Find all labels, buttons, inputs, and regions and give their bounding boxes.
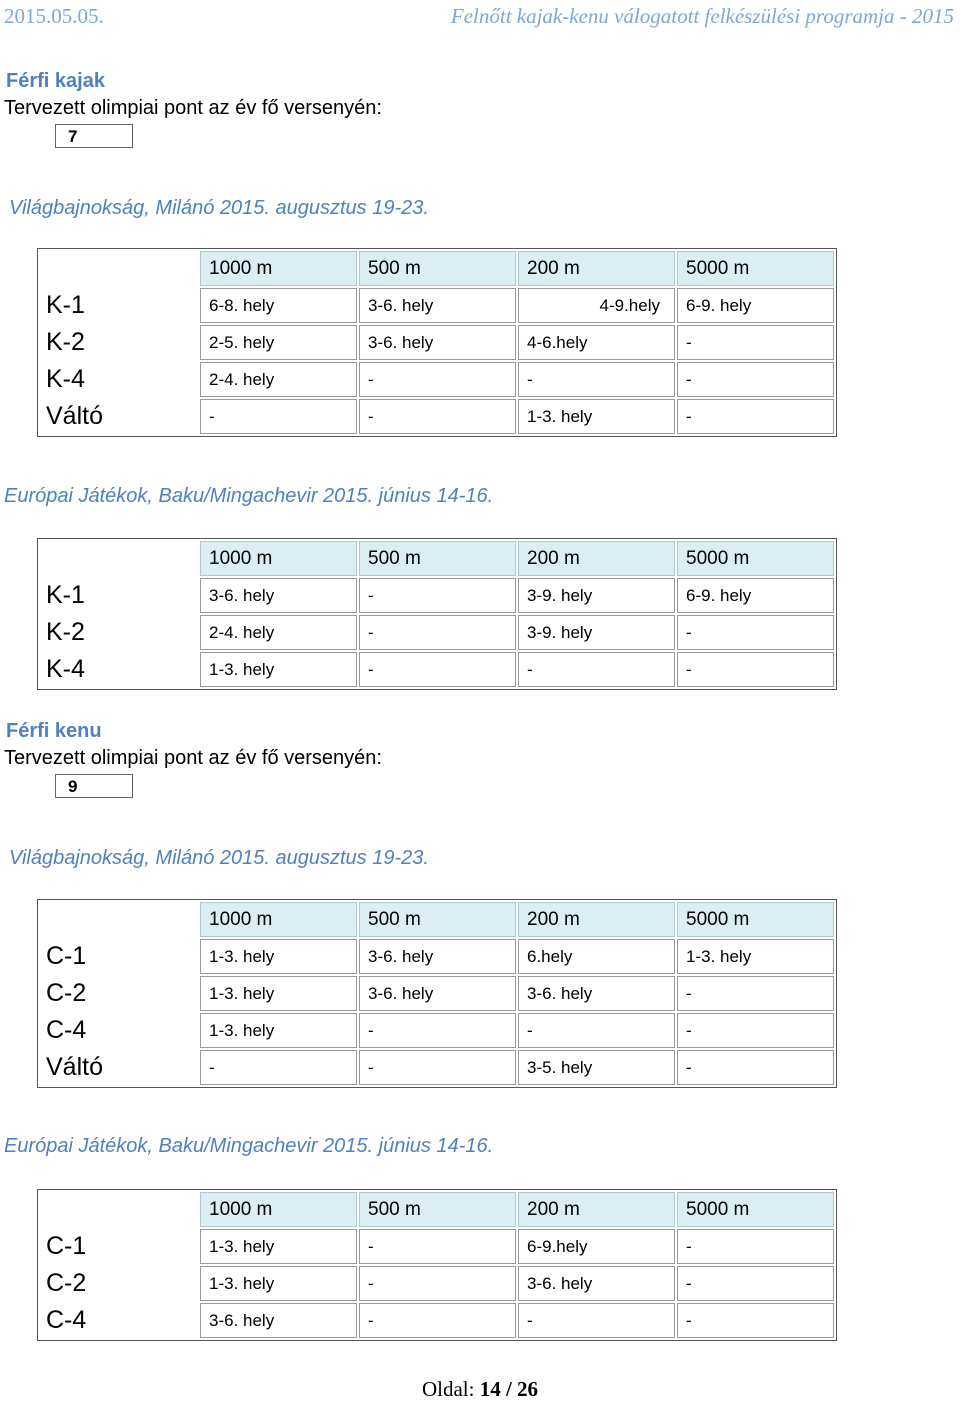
table-header-row [40,1192,834,1227]
table-row [40,615,834,650]
table-cell: 3-9. hely [518,578,675,613]
row-label: K-1 [46,291,85,319]
table-cell: 1-3. hely [200,1266,357,1301]
table-row [40,1303,834,1338]
table-cell: - [677,976,834,1011]
table-cell: - [518,652,675,687]
column-header: 500 m [359,902,516,937]
row-label: C-1 [46,1232,87,1260]
column-header: 1000 m [200,902,357,937]
column-header: 1000 m [200,251,357,286]
table-cell: 2-4. hely [200,362,357,397]
column-header: 5000 m [677,1192,834,1227]
row-label: K-4 [46,655,85,683]
table-cell: 3-5. hely [518,1050,675,1085]
section-title-kajak: Férfi kajak [6,70,105,92]
table-cell: 6-9. hely [677,578,834,613]
footer-page-number: 14 [479,1377,501,1401]
table-cell: 6-8. hely [200,288,357,323]
table-cell: 4-9.hely [518,288,675,323]
table-cell: - [359,399,516,434]
table-cell: 1-3. hely [200,1013,357,1048]
column-header: 200 m [518,1192,675,1227]
table-row [40,578,834,613]
table-cell: 3-6. hely [518,976,675,1011]
table-cell: - [677,1266,834,1301]
table-cell: - [200,399,357,434]
table-cell: 6-9.hely [518,1229,675,1264]
planned-label-kajak: Tervezett olimpiai pont az év fő versenyén: [4,97,382,119]
table-header-row [40,251,834,286]
table-row [40,399,834,434]
table-cell: 3-6. hely [359,976,516,1011]
table-row [40,1229,834,1264]
event-title-kajak-ej: Európai Játékok, Baku/Mingachevir 2015. június 14-16. [4,485,494,507]
table-cell: 2-4. hely [200,615,357,650]
table-cell: 3-6. hely [359,325,516,360]
column-header: 5000 m [677,541,834,576]
page-footer [0,1377,960,1402]
table-cell: - [359,1013,516,1048]
table-cell: 1-3. hely [518,399,675,434]
table-cell: - [359,578,516,613]
footer-label: Oldal: [421,1377,475,1401]
column-header: 500 m [359,251,516,286]
table-cell: - [518,362,675,397]
table-cell: 3-6. hely [200,578,357,613]
table-cell: 1-3. hely [200,976,357,1011]
row-label: Váltó [46,402,103,430]
event-title-kajak-vb: Világbajnokság, Milánó 2015. augusztus 19-23. [9,197,429,219]
results-table-kajak-vb [37,248,837,437]
table-cell: - [359,652,516,687]
column-header: 200 m [518,902,675,937]
column-header: 200 m [518,251,675,286]
table-row [40,652,834,687]
column-header: 500 m [359,541,516,576]
table-cell: - [677,1050,834,1085]
row-label: K-4 [46,365,85,393]
event-title-kenu-vb: Világbajnokság, Milánó 2015. augusztus 19-23. [9,847,429,869]
header-title: Felnőtt kajak-kenu válogatott felkészülési programja - 2015 [450,4,954,28]
table-cell: - [677,362,834,397]
row-label: K-1 [46,581,85,609]
results-table-kenu-vb [37,899,837,1088]
table-cell: 3-6. hely [518,1266,675,1301]
row-label: K-2 [46,618,85,646]
table-cell: 3-6. hely [359,288,516,323]
planned-value-kenu: 9 [55,774,133,798]
section-title-kenu: Férfi kenu [6,720,102,742]
table-cell: 1-3. hely [200,1229,357,1264]
column-header: 200 m [518,541,675,576]
column-header: 1000 m [200,541,357,576]
table-row [40,1266,834,1301]
table-cell: - [677,1013,834,1048]
table-cell: - [677,615,834,650]
table-cell: 1-3. hely [677,939,834,974]
header-date: 2015.05.05. [4,4,104,28]
table-row [40,325,834,360]
table-row [40,362,834,397]
table-cell: - [359,362,516,397]
results-table-kajak-ej [37,538,837,690]
table-cell: - [359,1050,516,1085]
table-cell: - [518,1303,675,1338]
table-cell: 1-3. hely [200,939,357,974]
table-cell: 3-6. hely [359,939,516,974]
row-label: C-2 [46,979,87,1007]
table-cell: - [677,325,834,360]
table-cell: - [518,1013,675,1048]
column-header: 1000 m [200,1192,357,1227]
table-cell: - [359,1266,516,1301]
table-header-row [40,902,834,937]
table-cell: - [359,615,516,650]
table-cell: - [359,1229,516,1264]
row-label: C-1 [46,942,87,970]
table-cell: - [359,1303,516,1338]
table-cell: 1-3. hely [200,652,357,687]
table-row [40,1013,834,1048]
column-header: 500 m [359,1192,516,1227]
event-title-kenu-ej: Európai Játékok, Baku/Mingachevir 2015. június 14-16. [4,1135,494,1157]
row-label: K-2 [46,328,85,356]
row-label: Váltó [46,1053,103,1081]
table-header-row [40,541,834,576]
table-row [40,976,834,1011]
table-cell: - [677,1303,834,1338]
row-label: C-2 [46,1269,87,1297]
table-cell: 6-9. hely [677,288,834,323]
footer-page-total: 26 [517,1377,539,1401]
table-cell: 4-6.hely [518,325,675,360]
planned-label-kenu: Tervezett olimpiai pont az év fő versenyén: [4,747,382,769]
row-label: C-4 [46,1306,87,1334]
planned-value-kajak: 7 [55,124,133,148]
footer-separator: / [505,1377,512,1401]
table-cell: 3-9. hely [518,615,675,650]
table-row [40,288,834,323]
table-cell: - [677,399,834,434]
column-header: 5000 m [677,902,834,937]
table-cell: - [677,1229,834,1264]
results-table-kenu-ej [37,1189,837,1341]
column-header: 5000 m [677,251,834,286]
table-cell: 6.hely [518,939,675,974]
table-cell: 3-6. hely [200,1303,357,1338]
table-row [40,939,834,974]
table-cell: - [200,1050,357,1085]
row-label: C-4 [46,1016,87,1044]
table-cell: 2-5. hely [200,325,357,360]
table-row [40,1050,834,1085]
table-cell: - [677,652,834,687]
